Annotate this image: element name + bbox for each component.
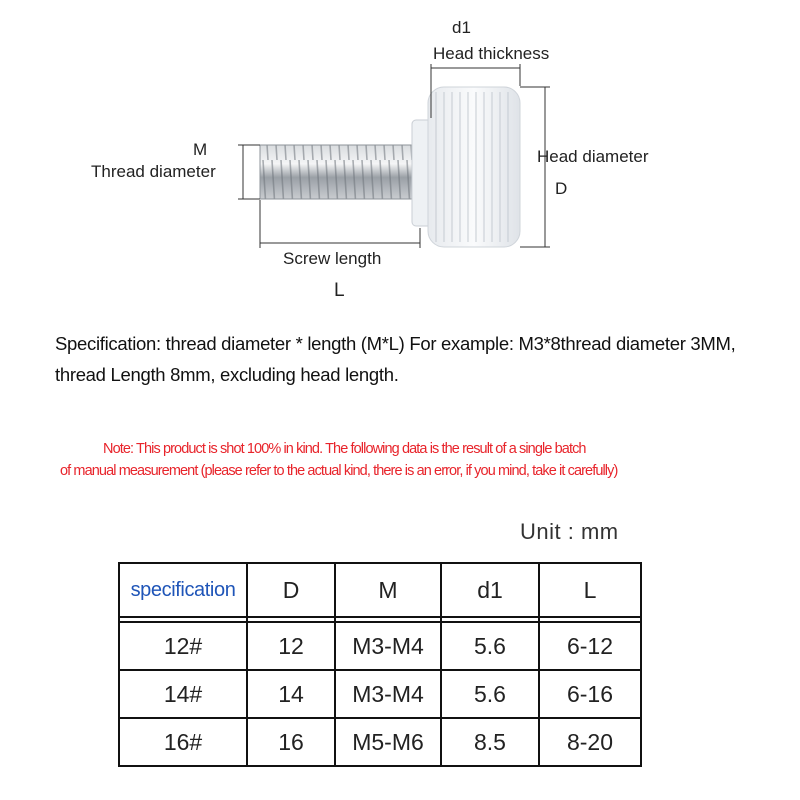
spec-text-line-2: thread Length 8mm, excluding head length. — [55, 364, 399, 385]
cell-d1: 5.6 — [441, 670, 539, 718]
cell-d1: 8.5 — [441, 718, 539, 766]
d1-symbol: d1 — [452, 18, 471, 37]
table-row — [119, 670, 641, 718]
cell-d1: 5.6 — [441, 622, 539, 670]
cell-l: 8-20 — [539, 718, 641, 766]
m-symbol: M — [193, 140, 208, 159]
m-label: Thread diameter — [91, 162, 216, 181]
spec-table — [118, 562, 642, 767]
table-row — [119, 718, 641, 766]
note-line-2: of manual measurement (please refer to the actual kind, there is an error, if you mind, take it carefully) — [60, 463, 618, 479]
unit-label: Unit : mm — [520, 519, 619, 544]
d-symbol: D — [555, 179, 568, 198]
cell-d: 16 — [247, 718, 335, 766]
cell-l: 6-16 — [539, 670, 641, 718]
cell-d: 14 — [247, 670, 335, 718]
head-diameter-label: Head diameter — [537, 147, 649, 166]
header-l: L — [539, 563, 641, 617]
cell-m: M3-M4 — [335, 670, 441, 718]
screw-length-label: Screw length — [283, 249, 382, 268]
spec-text-line-1: Specification: thread diameter * length (M*L) For example: M3*8thread diameter 3MM, — [55, 333, 736, 354]
d1-label: Head thickness — [433, 44, 550, 63]
header-m: M — [335, 563, 441, 617]
knurled-head — [412, 87, 520, 247]
l-symbol: L — [334, 280, 345, 301]
table-header-row — [119, 563, 641, 617]
cell-m: M5-M6 — [335, 718, 441, 766]
note-line-1: Note: This product is shot 100% in kind. The following data is the result of a single batch — [103, 441, 586, 457]
cell-spec: 14# — [119, 670, 247, 718]
cell-spec: 16# — [119, 718, 247, 766]
table-row — [119, 622, 641, 670]
cell-m: M3-M4 — [335, 622, 441, 670]
cell-spec: 12# — [119, 622, 247, 670]
threaded-shank — [260, 145, 420, 199]
header-d1: d1 — [441, 563, 539, 617]
cell-d: 12 — [247, 622, 335, 670]
cell-l: 6-12 — [539, 622, 641, 670]
header-specification: specification — [119, 563, 247, 617]
header-d: D — [247, 563, 335, 617]
